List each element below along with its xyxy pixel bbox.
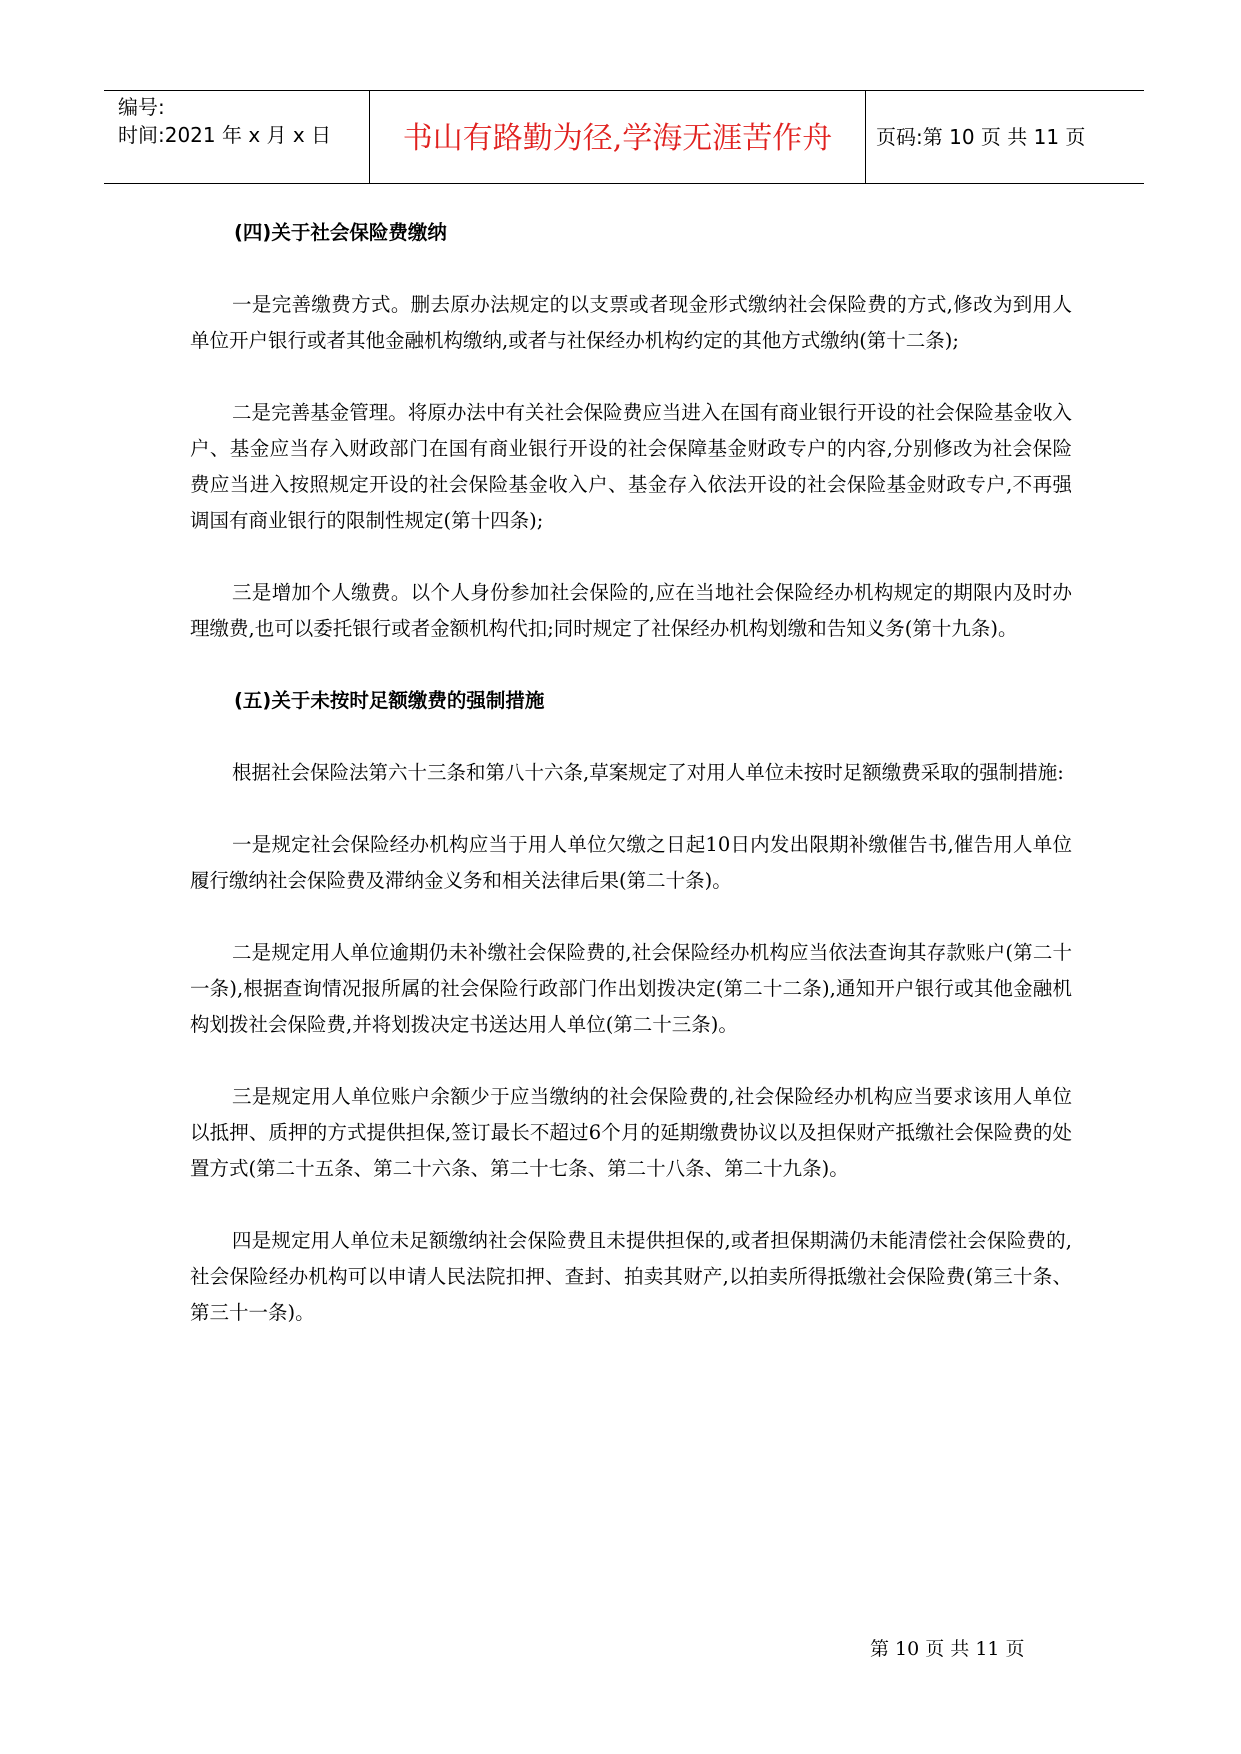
paragraph: 二是规定用人单位逾期仍未补缴社会保险费的,社会保险经办机构应当依法查询其存款账户(第二十一条),根据查询情况报所属的社会保险行政部门作出划拨决定(第二十二条),通知开户银行或其他金融机构划拨社会保险费,并将划拨决定书送达用人单位(第二十三条)。 [190, 941, 1072, 1036]
paragraph: 根据社会保险法第六十三条和第八十六条,草案规定了对用人单位未按时足额缴费采取的强制措施: [232, 761, 1064, 784]
paragraph: 三是规定用人单位账户余额少于应当缴纳的社会保险费的,社会保险经办机构应当要求该用人单位以抵押、质押的方式提供担保,签订最长不超过6个月的延期缴费协议以及担保财产抵缴社会保险费的处置方式(第二十五条、第二十六条、第二十七条、第二十八条、第二十九条)。 [190, 1085, 1072, 1180]
header-motto: 书山有路勤为径,学海无涯苦作舟 [402, 121, 833, 156]
page-footer: 第 10 页 共 11 页 [870, 1638, 1025, 1660]
paragraph: 三是增加个人缴费。以个人身份参加社会保险的,应在当地社会保险经办机构规定的期限内及时办理缴费,也可以委托银行或者金额机构代扣;同时规定了社保经办机构划缴和告知义务(第十九条)。 [190, 581, 1072, 640]
document-time: 时间:2021 年 x 月 x 日 [118, 123, 332, 147]
section-heading: (五)关于未按时足额缴费的强制措施 [234, 689, 545, 712]
document-body [190, 215, 1072, 1367]
document-number-label: 编号: [118, 95, 165, 119]
paragraph: 一是规定社会保险经办机构应当于用人单位欠缴之日起10日内发出限期补缴催告书,催告用人单位履行缴纳社会保险费及滞纳金义务和相关法律后果(第二十条)。 [190, 833, 1072, 892]
header-page-cell [866, 91, 1144, 183]
header-motto-cell [370, 91, 866, 183]
header-page-code: 页码:第 10 页 共 11 页 [876, 125, 1086, 149]
paragraph: 一是完善缴费方式。删去原办法规定的以支票或者现金形式缴纳社会保险费的方式,修改为到用人单位开户银行或者其他金融机构缴纳,或者与社保经办机构约定的其他方式缴纳(第十二条); [190, 293, 1072, 352]
section-heading: (四)关于社会保险费缴纳 [234, 221, 447, 244]
paragraph: 二是完善基金管理。将原办法中有关社会保险费应当进入在国有商业银行开设的社会保险基金收入户、基金应当存入财政部门在国有商业银行开设的社会保障基金财政专户的内容,分别修改为社会保险费应当进入按照规定开设的社会保险基金收入户、基金存入依法开设的社会保险基金财政专户,不再强调国有商业银行的限制性规定(第十四条); [190, 401, 1072, 532]
document-header [104, 90, 1144, 184]
paragraph: 四是规定用人单位未足额缴纳社会保险费且未提供担保的,或者担保期满仍未能清偿社会保险费的,社会保险经办机构可以申请人民法院扣押、查封、拍卖其财产,以拍卖所得抵缴社会保险费(第三十条、第三十一条)。 [190, 1229, 1072, 1324]
header-meta-cell [104, 91, 370, 183]
